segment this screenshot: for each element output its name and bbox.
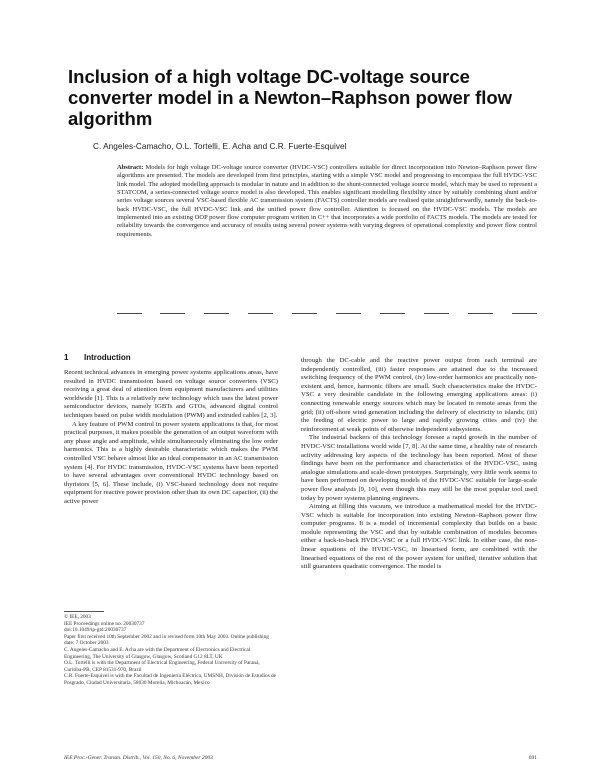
- separator-rule-6: [336, 313, 361, 314]
- abstract: [117, 164, 537, 239]
- footnote-online-no: IEE Proceedings online no. 20030737: [64, 620, 145, 627]
- separator-rule-10: [512, 313, 537, 314]
- footnote-copyright: © IEE, 2003: [64, 614, 91, 620]
- right-paragraph-2: The industrial backers of this technology foresee a rapid growth in the number of HVDC-VSC installations world wide [7, 8]. At the same time, a healthy rate of research activity addressing key aspects of the technology has been reported. Most of these findings have been on the performance and characteristics of the HVDC-VSC, using analogue simulations and scale-down prototypes. Surprisingly, very little work seems to have been performed on developing models of the HVDC-VSC suitable for large-scale power flow analysis [9, 10], even though this may still be the most popular tool used today by power systems planning engineers.: [301, 434, 537, 502]
- footnote-rule: [64, 611, 104, 612]
- section-heading: [64, 353, 131, 362]
- abstract-label: Abstract:: [117, 164, 144, 171]
- left-paragraph-1: Recent technical advances in emerging power systems applications areas, have resulted in HVDC transmission based on voltage source converters (VSC) receiving a great deal of attention from equipment manufacturers and utilities worldwide [1]. This is a relatively new technology which uses the latest power semiconductor devices, namely IGBTs and GTOs, advanced digital control techniques based on pulse width modulation (PWM) and extruded cables [2, 3].: [64, 369, 278, 419]
- right-paragraph-3: Aiming at filling this vacuum, we introduce a mathematical model for the HVDC-VSC which is suitable for incorporation into existing Newton–Raphson power flow computer programs. It is a model of incremental complexity that builds on a basic module representing the VSC and that by suitable combination of modules becomes either a back-to-back HVDC-VSC or a full HVDC-VSC link. In either case, the non-linear equations of the HVDC-VSC, in linearised form, are combined with the linearised equations of the rest of the power system for unified, iterative solution that still guarantees quadratic convergence. The model is: [301, 503, 537, 571]
- footnote-affiliation-glasgow: C. Angeles-Camacho and E. Acha are with the Department of Electronics and Electrical Engineering, The University of Glasgow, Glasgow, Scotland G12 8LT, UK: [64, 646, 251, 660]
- separator-rule-2: [160, 313, 185, 314]
- footnotes: [64, 614, 278, 687]
- author-list: C. Angeles-Camacho, O.L. Tortelli, E. Acha and C.R. Fuerte-Esquivel: [93, 142, 347, 151]
- journal-footer: IEE Proc.-Gener. Transm. Distrib., Vol. 150, No. 6, November 2003: [64, 755, 213, 761]
- footnote-doi: doi:10.1049/ip-gtd:20030737: [64, 627, 127, 634]
- left-column: [64, 369, 278, 507]
- page-number: 691: [528, 755, 537, 761]
- section-number: 1: [64, 353, 69, 362]
- separator-rule-1: [117, 313, 142, 314]
- section-title: Introduction: [84, 353, 131, 362]
- footnote-received: Paper first received 10th September 2002 and in revised form 10th May 2003. Online publishing date: 7 October 2003: [64, 633, 269, 647]
- footnote-affiliation-parana: O.L. Tortelli is with the Department of Electrical Engineering, Federal University of Paraná, Curitiba-PR, CEP 81531-970, Brazil: [64, 660, 260, 673]
- right-column: [301, 357, 537, 572]
- separator-rule-5: [292, 313, 317, 314]
- paper-title: Inclusion of a high voltage DC-voltage source converter model in a Newton–Raphson power flow algorithm: [68, 66, 513, 129]
- separator-rule-8: [424, 313, 449, 314]
- separator-rule-4: [248, 313, 273, 314]
- separator-rule-7: [380, 313, 405, 314]
- footnote-affiliation-umsnh: C.R. Fuerte-Esquivel is with the Facultad de Ingeniería Eléctrica, UMSNH, División de Estudios de Posgrado, Ciudad Universitaria, 58030 Morelia, Michoacán, Mexico: [64, 673, 276, 686]
- abstract-text: Models for high voltage DC-voltage source converter (HVDC-VSC) controllers suitable for direct incorporation into Newton–Raphson power flow algorithms are presented. The models are developed from first principles, starting with a simple VSC model and progressing to encompass the full HVDC-VSC link model. The adopted modelling approach is modular in nature and in addition to the shunt-connected voltage source model, which may be used to represent a STATCOM, a series-connected voltage source model is also developed. This enables significant modelling flexibility since by suitably combining shunt and/or series voltage sources several VSC-based flexible AC transmission system (FACTS) controller models are realised quite straightforwardly, namely the back-to-back HVDC-VSC, the full HVDC-VSC link and the unified power flow controller. Attention is focused on the HVDC-VSC models. The models are implemented into an existing OOP power flow computer program written in C++ that incorporates a wide portfolio of FACTS models. The models are tested for reliability towards the convergence and accuracy of results using several power systems with varying degrees of operational complexity and power flow control requirements.: [117, 164, 537, 238]
- right-paragraph-1: through the DC-cable and the reactive power output from each terminal are independently controlled, (iii) faster responses are attained due to the increased switching frequency of the PWM control, (iv) low-order harmonics are practically non-existent and, hence, harmonic filters are small. Such characteristics make the HVDC-VSC a very desirable candidate in the following emerging applications areas: (i) connecting renewable energy sources which may be located in remote areas from the grid; (ii) off-shore wind generation including the delivery of electricity to islands; (iii) the feeding of electric power to large and rapidly growing cities and (iv) the reinforcement at weak points of otherwise independent subsystems.: [301, 357, 537, 433]
- separator-rule-9: [468, 313, 493, 314]
- separator-rule-3: [204, 313, 229, 314]
- left-paragraph-2: A key feature of PWM control in power system applications is that, for most practical purposes, it makes possible the generation of an output waveform with any phase angle and amplitude, while simultaneously eliminating the low order harmonics. This is a highly desirable characteristic which makes the PWM controlled VSC behave almost like an ideal compensator in an AC transmission system [4]. For HVDC transmission, HVDC-VSC systems have been reported to have several advantages over conventional HVDC technology based on thyristors [5, 6]. These include, (i) VSC-based technology does not require equipment for reactive power provision other than its own DC capacitor, (ii) the active power: [64, 420, 278, 505]
